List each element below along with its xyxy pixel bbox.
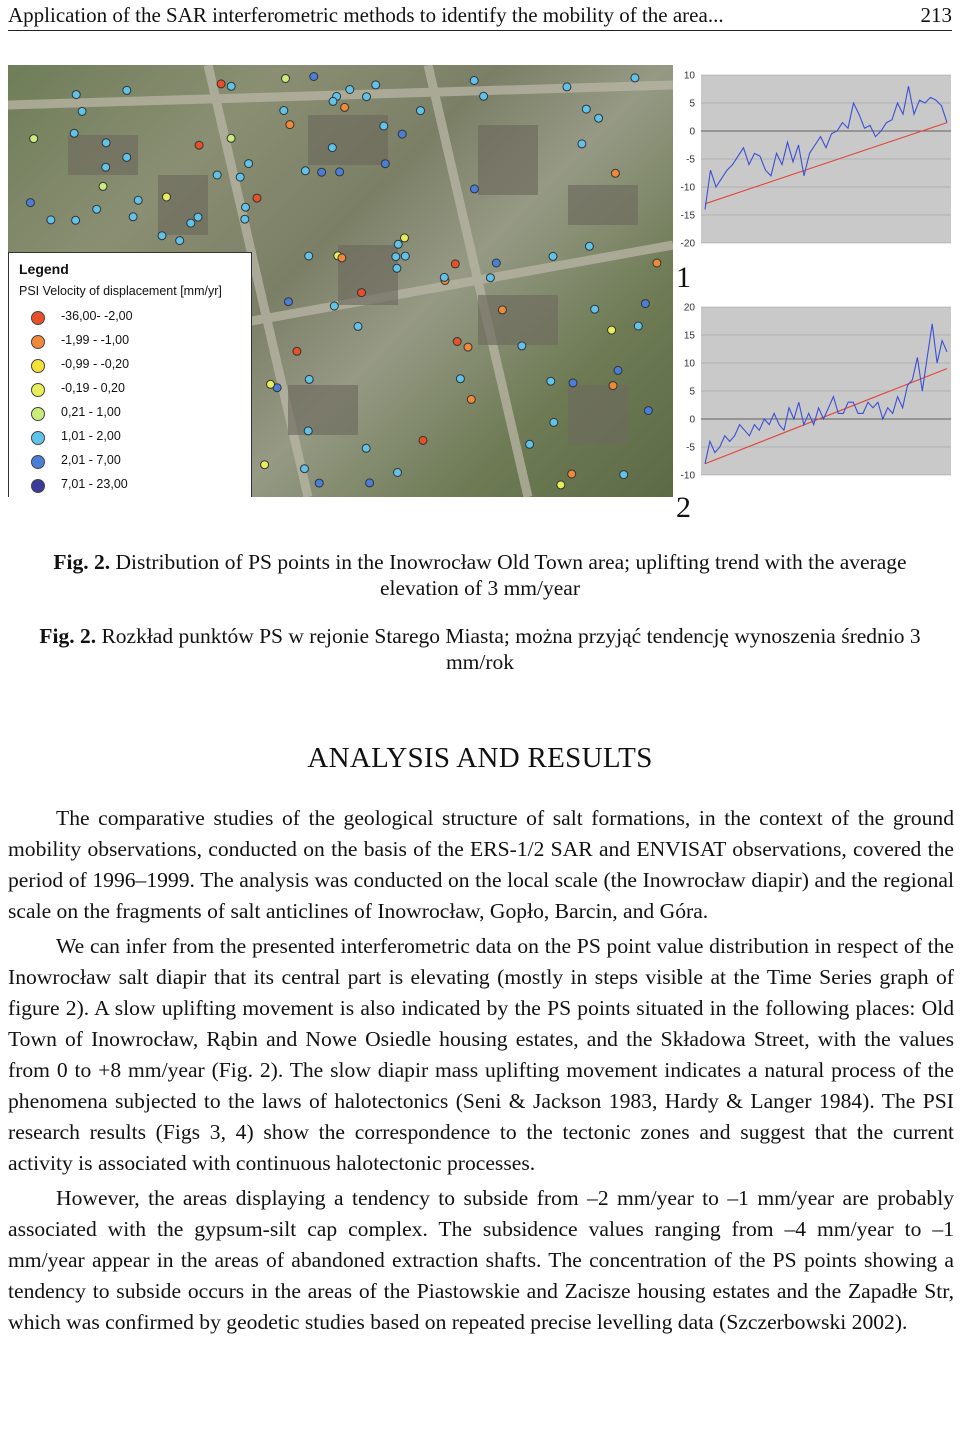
aerial-map xyxy=(8,65,673,497)
legend-swatch-icon xyxy=(31,431,45,445)
ps-point xyxy=(123,86,131,94)
time-series-chart-1 xyxy=(673,65,960,255)
page-number: 213 xyxy=(920,3,952,27)
ps-point xyxy=(467,395,475,403)
ps-point xyxy=(398,130,406,138)
legend-swatch-icon xyxy=(31,407,45,421)
ps-point xyxy=(318,168,326,176)
ps-point xyxy=(194,213,202,221)
ps-point xyxy=(381,160,389,168)
ps-point xyxy=(470,77,478,85)
legend-swatch-icon xyxy=(31,479,45,493)
ps-point xyxy=(304,427,312,435)
y-tick-label: -5 xyxy=(686,154,695,166)
ps-point xyxy=(557,481,565,489)
running-title: Application of the SAR interferometric methods to identify the mobility of the area... xyxy=(8,3,724,27)
ps-point xyxy=(595,114,603,122)
y-tick-label: -15 xyxy=(680,210,695,222)
ps-point xyxy=(187,219,195,227)
ps-point xyxy=(634,322,642,330)
legend-range: 0,21 - 1,00 xyxy=(61,405,121,419)
ps-point xyxy=(328,144,336,152)
ps-point xyxy=(30,135,38,143)
ps-point xyxy=(393,264,401,272)
ps-point xyxy=(471,185,479,193)
ps-point xyxy=(338,254,346,262)
ps-point xyxy=(227,134,235,142)
ps-point xyxy=(362,444,370,452)
ps-point xyxy=(245,160,253,168)
ps-point xyxy=(293,347,301,355)
ps-point xyxy=(158,232,166,240)
ps-point xyxy=(401,234,409,242)
ps-point xyxy=(301,465,309,473)
ps-point xyxy=(93,205,101,213)
paragraph: The comparative studies of the geological structure of salt formations, in the context of the ground mobility observations, conducted on the basis of the ERS-1/2 SAR and ENVISAT observations, covered the period of 1996–1999. The analysis was conducted on the local scale (the Inowrocław diapir) and the regional scale on the fragments of salt anticlines of Inowrocław, Gopło, Barcin, and Góra. xyxy=(8,806,954,923)
figure-2 xyxy=(0,65,960,535)
ps-point xyxy=(608,326,616,334)
legend-range: -0,19 - 0,20 xyxy=(61,381,125,395)
legend-title: Legend xyxy=(19,261,69,277)
ps-point xyxy=(419,436,427,444)
ps-point xyxy=(547,377,555,385)
legend-swatch-icon xyxy=(31,335,45,349)
map-legend xyxy=(8,252,252,497)
figure-caption-polish xyxy=(30,623,930,675)
ps-point xyxy=(346,86,354,94)
ps-point xyxy=(569,379,577,387)
ps-point xyxy=(568,470,576,478)
y-tick-label: -20 xyxy=(680,238,695,250)
ps-point xyxy=(241,215,249,223)
ps-point xyxy=(336,168,344,176)
legend-swatch-icon xyxy=(31,311,45,325)
ps-point xyxy=(440,273,448,281)
caption-text: Rozkład punktów PS w rejonie Starego Miasta; można przyjąć tendencję wynoszenia średnio 3 mm/rok xyxy=(101,624,921,674)
ps-point xyxy=(372,81,380,89)
ps-point xyxy=(227,82,235,90)
caption-label: Fig. 2. xyxy=(39,624,97,648)
ps-point xyxy=(315,479,323,487)
ps-point xyxy=(614,366,622,374)
chart-1-svg xyxy=(673,65,960,255)
ps-point xyxy=(578,140,586,148)
y-tick-label: 5 xyxy=(689,386,695,398)
y-tick-label: 15 xyxy=(683,330,695,342)
legend-swatch-icon xyxy=(31,455,45,469)
ps-point xyxy=(213,171,221,179)
ps-point xyxy=(550,418,558,426)
ps-point xyxy=(267,380,275,388)
y-tick-label: 5 xyxy=(689,98,695,110)
ps-point xyxy=(99,182,107,190)
ps-point xyxy=(242,203,250,211)
ps-point xyxy=(341,103,349,111)
ps-point xyxy=(492,259,500,267)
y-tick-label: 20 xyxy=(683,302,695,314)
panel-label-2: 2 xyxy=(676,491,691,524)
ps-point xyxy=(310,73,318,81)
legend-range: -0,99 - -0,20 xyxy=(61,357,130,371)
ps-point xyxy=(282,75,290,83)
ps-point xyxy=(70,129,78,137)
ps-point xyxy=(631,74,639,82)
ps-point xyxy=(236,173,244,181)
running-header xyxy=(8,0,952,31)
ps-point xyxy=(47,216,55,224)
ps-point xyxy=(518,342,526,350)
figure-caption-english xyxy=(30,549,930,601)
ps-point xyxy=(305,252,313,260)
ps-point xyxy=(366,479,374,487)
chart-2-svg xyxy=(673,297,960,487)
ps-point xyxy=(129,213,137,221)
ps-point xyxy=(330,302,338,310)
ps-point xyxy=(401,252,409,260)
ps-point xyxy=(451,260,459,268)
y-tick-label: 10 xyxy=(683,358,695,370)
legend-swatch-icon xyxy=(31,359,45,373)
caption-text: Distribution of PS points in the Inowrocław Old Town area; uplifting trend with the average elevation of 3 mm/year xyxy=(115,550,907,600)
ps-point xyxy=(102,163,110,171)
ps-point xyxy=(453,338,461,346)
ps-point xyxy=(394,469,402,477)
ps-point xyxy=(354,322,362,330)
legend-range: 1,01 - 2,00 xyxy=(61,429,121,443)
ps-point xyxy=(123,153,131,161)
y-tick-label: -5 xyxy=(686,442,695,454)
paragraph: However, the areas displaying a tendency to subside from –2 mm/year to –1 mm/year are probably associated with the gypsum-silt cap complex. The subsidence values ranging from –4 mm/year to –1 mm/year appear in the areas of abandoned extraction shafts. The concentration of the PS points showing a tendency to subside occurs in the areas of the Piastowskie and Zacisze housing estates and the Zapadłe Str, which was confirmed by geodetic studies based on repeated precise levelling data (Szczerbowski 2002). xyxy=(8,1186,954,1334)
ps-point xyxy=(261,461,269,469)
time-series-chart-2 xyxy=(673,297,960,487)
ps-point xyxy=(392,253,400,261)
ps-point xyxy=(417,107,425,115)
ps-point xyxy=(102,139,110,147)
legend-range: -36,00- -2,00 xyxy=(61,309,133,323)
ps-point xyxy=(72,91,80,99)
ps-point xyxy=(217,80,225,88)
ps-point xyxy=(305,375,313,383)
y-tick-label: 10 xyxy=(683,70,695,82)
ps-point xyxy=(480,92,488,100)
y-tick-label: -10 xyxy=(680,470,695,482)
y-tick-label: 0 xyxy=(689,126,695,138)
ps-point xyxy=(591,305,599,313)
ps-point xyxy=(301,167,309,175)
ps-point xyxy=(464,343,472,351)
ps-point xyxy=(286,121,294,129)
ps-point xyxy=(641,300,649,308)
legend-range: 2,01 - 7,00 xyxy=(61,453,121,467)
ps-point xyxy=(78,107,86,115)
ps-point xyxy=(456,375,464,383)
ps-point xyxy=(653,259,661,267)
panel-label-1: 1 xyxy=(676,261,691,294)
ps-point xyxy=(585,242,593,250)
y-tick-label: -10 xyxy=(680,182,695,194)
ps-point xyxy=(253,194,261,202)
ps-point xyxy=(394,240,402,248)
ps-point xyxy=(363,93,371,101)
ps-point xyxy=(26,199,34,207)
ps-point xyxy=(563,83,571,91)
ps-point xyxy=(280,107,288,115)
ps-point xyxy=(611,169,619,177)
body-text xyxy=(8,803,954,1342)
ps-point xyxy=(195,141,203,149)
legend-range: -1,99 - -1,00 xyxy=(61,333,130,347)
legend-range: 7,01 - 23,00 xyxy=(61,477,128,491)
legend-swatch-icon xyxy=(31,383,45,397)
ps-point xyxy=(72,216,80,224)
section-heading: ANALYSIS AND RESULTS xyxy=(307,742,653,774)
ps-point xyxy=(176,237,184,245)
ps-point xyxy=(163,193,171,201)
paragraph: We can infer from the presented interferometric data on the PS point value distribution in respect of the Inowrocław salt diapir that its central part is elevating (mostly in steps visible at the Time Series graph of figure 2). A slow uplifting movement is also indicated by the PS points situated in the following places: Old Town of Inowrocław, Rąbin and Nowe Osiedle housing estates, and the Składowa Street, with the values from 0 to +8 mm/year (Fig. 2). The slow diapir mass uplifting movement indicates a natural process of the phenomena subjected to the laws of halotectonics (Seni & Jackson 1983, Hardy & Langer 1984). The PSI research results (Figs 3, 4) show the correspondence to the tectonic zones and suggest that the current activity is associated with continuous halotectonic processes. xyxy=(8,934,954,1175)
legend-subtitle: PSI Velocity of displacement [mm/yr] xyxy=(19,284,222,298)
ps-point xyxy=(526,440,534,448)
ps-point xyxy=(498,306,506,314)
ps-point xyxy=(609,382,617,390)
y-tick-label: 0 xyxy=(689,414,695,426)
ps-point xyxy=(486,274,494,282)
ps-point xyxy=(284,298,292,306)
caption-label: Fig. 2. xyxy=(53,550,111,574)
ps-point xyxy=(620,471,628,479)
ps-point xyxy=(582,105,590,113)
ps-point xyxy=(644,407,652,415)
ps-point xyxy=(380,122,388,130)
ps-point xyxy=(549,252,557,260)
ps-point xyxy=(358,289,366,297)
ps-point xyxy=(134,196,142,204)
ps-point xyxy=(329,97,337,105)
